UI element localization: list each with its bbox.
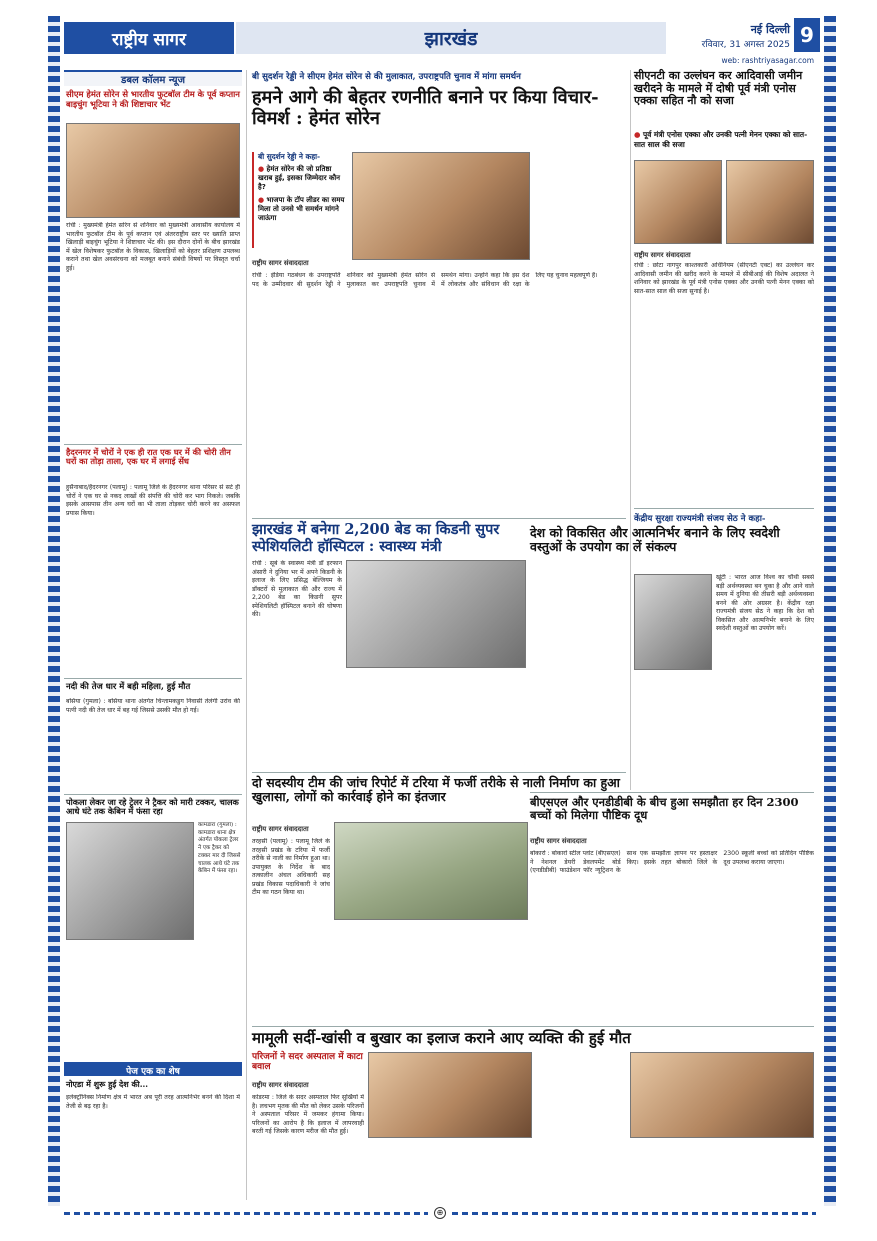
- quote-item-2: [258, 196, 348, 223]
- bullet-icon: ●: [634, 130, 641, 139]
- dateline-date: रविवार, 31 अगस्त 2025: [701, 40, 790, 50]
- masthead: [64, 8, 816, 64]
- right-story3-headline[interactable]: बीएसएल और एनडीडीबी के बीच हुआ समझौता हर दिन 2300 बच्चों को मिलेगा पौष्टिक दूध: [530, 795, 799, 823]
- footer-pattern: [452, 1212, 816, 1215]
- right-story1-photo-2: [726, 160, 814, 244]
- right-story2-headline[interactable]: देश को विकसित और आत्मनिर्भर बनाने के लिए स्वदेशी वस्तुओं के उपयोग का लें संकल्प: [530, 525, 780, 555]
- quote-label: बी सुदर्शन रेड्डी ने कहा-: [258, 152, 321, 161]
- bottom-photo-1: [368, 1052, 532, 1138]
- right-story2-body: खूंटी : भारत आज विश्व का चौथी सबसे बड़ी अर्थव्यवस्था बन चुका है और आने वाले समय में दुनिया की तीसरी बड़ी अर्थव्यवस्था बनने की ओर अग्रसर है। केंद्रीय रक्षा राज्यमंत्री संजय सेठ ने कहा कि देश को विकसित और आत्मनिर्भर बनाने के लिए स्वदेशी वस्तुओं का उपयोग करें।: [716, 574, 814, 633]
- story1-body: रांची : मुख्यमंत्री हेमंत सोरेन से शनिवार को मुख्यमंत्री आवासीय कार्यालय में भारतीय फुटबॉल टीम के पूर्व कप्तान एवं अंतरराष्ट्रीय स्तर पर ख्याति प्राप्त खिलाड़ी बाइचुंग भूटिया ने शिष्टाचार भेंट की। इस दौरान दोनों के बीच झारखंड में खेल विशेषकर फुटबॉल के विकास, खिलाड़ियों को बेहतर प्रशिक्षण उपलब्ध कराने तथा खेल अवसंरचना को मजबूत बनाने संबंधी विषयों पर विस्तृत चर्चा हुई।: [66, 222, 240, 272]
- story2-headline[interactable]: हैदरनगर में चोरों ने एक ही रात एक घर में की चोरी तीन घरों का तोड़ा ताला, एक घर में लगाई सेंध: [66, 447, 231, 467]
- bottom-body: कोडरमा : जिले के सदर अस्पताल फिर सुर्खियों में है। लचभग मृतक की मौत को लेकर उसके परिजनों ने अस्पताल परिसर में जमकर हंगामा किया। परिजनों का आरोप है कि इलाज में लापरवाही बरती गई जिसके कारण मरीज की मौत हुई।: [252, 1094, 364, 1136]
- right-story1-headline[interactable]: सीएनटी का उल्लंघन कर आदिवासी जमीन खरीदने के मामले में दोषी पूर्व मंत्री एनोस एक्का सहित नौ को सजा: [634, 69, 803, 108]
- page-edge-pattern-left: [48, 16, 60, 1206]
- story4-photo-truck: [66, 822, 194, 940]
- lead-body: रांची : इंडिया गठबंधन के उपराष्ट्रपति पद के उम्मीदवार बी सुदर्शन रेड्डी ने शनिवार को मुख्यमंत्री हेमंत सोरेन से मुलाकात कर उपराष्ट्रपति चुनाव में समर्थन मांगा। उन्होंने कहा कि इस देश में लोकतंत्र और संविधान की रक्षा के लिए यह चुनाव महत्वपूर्ण है।: [252, 272, 598, 288]
- story3-body: बसिया (गुमला) : बसिया थाना अंतर्गत चिन्तामकडुग निवासी तेलंगी उरांव की पत्नी नदी की तेज धार में बह गई जिससे उसकी मौत हो गई।: [66, 698, 240, 714]
- divider: [634, 508, 814, 509]
- quote-text-1: हेमंत सोरेन की जो प्रतिष्ठा खराब हुई, इसका जिम्मेदार कौन है?: [258, 165, 341, 191]
- center-kicker: बी सुदर्शन रेड्डी ने सीएम हेमंत सोरेन से की मुलाकात, उपराष्ट्रपति चुनाव में मांगा समर्थन: [252, 72, 521, 82]
- story4-headline[interactable]: पोकला लेकर जा रहे ट्रेलर ने ट्रैकर को मारी टक्कर, चालक आधे घंटे तक केबिन में फंसा रहा: [66, 797, 239, 817]
- story5-headline[interactable]: नोएडा में शुरू हुई देश की...: [66, 1079, 149, 1089]
- column-label-double-column: डबल कॉलम न्यूज: [64, 70, 242, 86]
- story4-body: कामडारा (गुमला) : कामडारा थाना क्षेत्र अंतर्गत पोकला ट्रेलर ने एक ट्रैकर को टक्कर मार दी जिससे चालक आधे घंटे तक केबिन में फंसा रहा।: [198, 822, 241, 875]
- bullet-icon: ●: [258, 165, 265, 173]
- story3-center-headline[interactable]: दो सदस्यीय टीम की जांच रिपोर्ट में टरिया में फर्जी तरीके से नाली निर्माण का हुआ खुलासा, लोगों को कार्रवाई होने का इंतजार: [252, 775, 620, 805]
- right-story2-kicker: केंद्रीय सुरक्षा राज्यमंत्री संजय सेठ ने कहा-: [634, 514, 766, 524]
- box-label-continued: पेज एक का शेष: [64, 1062, 242, 1076]
- story3-center-photo: [334, 822, 528, 920]
- right-story1-body: रांची : छोटा नागपुर काश्तकारी अधिनियम (सीएनटी एक्ट) का उल्लंघन कर आदिवासी जमीन की खरीद करने के मामले में सीबीआई की विशेष अदालत ने शनिवार को झारखंड के पूर्व मंत्री एनोस एक्का और उनकी पत्नी मेनन एक्का को सात-सात साल की सजा सुनाई है।: [634, 262, 814, 295]
- right-story1-bullet: [634, 130, 814, 150]
- divider: [64, 444, 242, 445]
- story3-headline[interactable]: नदी की तेज धार में बही महिला, हुई मौत: [66, 681, 191, 691]
- footer-pattern: [64, 1212, 428, 1215]
- divider: [64, 794, 242, 795]
- story1-photo: [66, 123, 240, 218]
- quote-text-2: भाजपा के टॉप लीडर का समय मिला तो उनसे भी समर्थन मांगने जाऊंगा: [258, 196, 345, 222]
- right-story2-photo: [634, 574, 712, 670]
- divider: [530, 792, 814, 793]
- lead-photo: [352, 152, 530, 260]
- story1-headline[interactable]: सीएम हेमंत सोरेन से भारतीय फुटबॉल टीम के पूर्व कप्तान बाइचुंग भूटिया ने की शिष्टाचार भेंट: [66, 89, 240, 109]
- story2-center-photo: [346, 560, 526, 668]
- right-story3-byline: राष्ट्रीय सागर संवाददाता: [530, 837, 587, 845]
- quote-item-1: [258, 165, 348, 192]
- website-url: web: rashtriyasagar.com: [721, 56, 814, 65]
- quote-box: [252, 152, 348, 248]
- right-story3-body: बोकारो : बोकारो स्टील प्लांट (बीएसएल) ने नेशनल डेयरी डेवलपमेंट बोर्ड (एनडीडीबी) फाउंडेशन फॉर न्यूट्रिशन के साथ एक समझौता ज्ञापन पर हस्ताक्षर किए। इसके तहत बोकारो जिले के 2300 स्कूली बच्चों को प्रतिदिन पौष्टिक दूध उपलब्ध कराया जाएगा।: [530, 850, 814, 875]
- bottom-sub-headline: परिजनों ने सदर अस्पताल में काटा बवाल: [252, 1052, 363, 1073]
- brand-logo: राष्ट्रीय सागर: [64, 22, 234, 54]
- story3-center-body: तरहसी (पलामू) : पलामू जिले के तरहसी प्रखंड के टरिया में फर्जी तरीके से नाली का निर्माण हुआ था। उपायुक्त के निर्देश के बाद तत्कालीन अंचल अधिकारी सह प्रखंड विकास पदाधिकारी ने जांच टीम का गठन किया था।: [252, 838, 330, 897]
- column-rule: [246, 70, 247, 1200]
- story2-body: हुसैनाबाद/हैदरनगर (पलामू) : पलामू जिले के हैदरनगर थाना परिसर से सटे ही चोरों ने एक घर से नकद लाखों की संपत्ति की चोरी कर भाग निकले। जबकि इसके आसपास तीन अन्य घरों का भी ताला तोड़कर चोरी करने का असफल प्रयास किया।: [66, 484, 240, 517]
- right-story1-bullet-text: पूर्व मंत्री एनोस एक्का और उनकी पत्नी मेनन एक्का को सात-सात साल की सजा: [634, 130, 808, 149]
- page-edge-pattern-right: [824, 16, 836, 1206]
- registration-mark-icon: ⊕: [434, 1207, 446, 1219]
- story3-center-byline: राष्ट्रीय सागर संवाददाता: [252, 825, 309, 833]
- dateline: [670, 22, 790, 54]
- divider: [252, 1026, 814, 1027]
- story2-center-body: रांची : सूबे के स्वास्थ्य मंत्री डॉ इरफान अंसारी ने दुनिया भर में अपने किडनी के इलाज के लिए प्रसिद्ध बेल्जियम के डॉक्टरों से मुलाकात की और राज्य में 2,200 बेड का किडनी सुपर स्पेशियलिटी हॉस्पिटल बनाने की घोषणा की।: [252, 560, 342, 619]
- lead-headline[interactable]: हमने आगे की बेहतर रणनीति बनाने पर किया विचार-विमर्श : हेमंत सोरेन: [252, 87, 599, 129]
- bottom-photo-2: [630, 1052, 814, 1138]
- column-rule: [630, 70, 631, 790]
- right-story1-photo-1: [634, 160, 722, 244]
- section-title: झारखंड: [236, 22, 666, 54]
- dateline-city: नई दिल्ली: [750, 23, 790, 36]
- right-story1-byline: राष्ट्रीय सागर संवाददाता: [634, 251, 691, 259]
- divider: [64, 678, 242, 679]
- divider: [252, 772, 626, 773]
- lead-byline: राष्ट्रीय सागर संवाददाता: [252, 259, 309, 267]
- page-footer: [64, 1206, 816, 1220]
- story2-center-headline[interactable]: झारखंड में बनेगा 2,200 बेड का किडनी सुपर स्पेशियलिटी हॉस्पिटल : स्वास्थ्य मंत्री: [252, 521, 500, 555]
- story5-body: इलेक्ट्रॉनिक्स निर्माण क्षेत्र में भारत अब पूरी तरह आत्मनिर्भर बनने की दिशा में तेजी से बढ़ रहा है।: [66, 1094, 240, 1110]
- page-number: 9: [794, 18, 820, 52]
- bottom-headline[interactable]: मामूली सर्दी-खांसी व बुखार का इलाज कराने आए व्यक्ति की हुई मौत: [252, 1029, 631, 1047]
- bottom-byline: राष्ट्रीय सागर संवाददाता: [252, 1081, 309, 1089]
- divider: [252, 518, 626, 519]
- bullet-icon: ●: [258, 196, 265, 204]
